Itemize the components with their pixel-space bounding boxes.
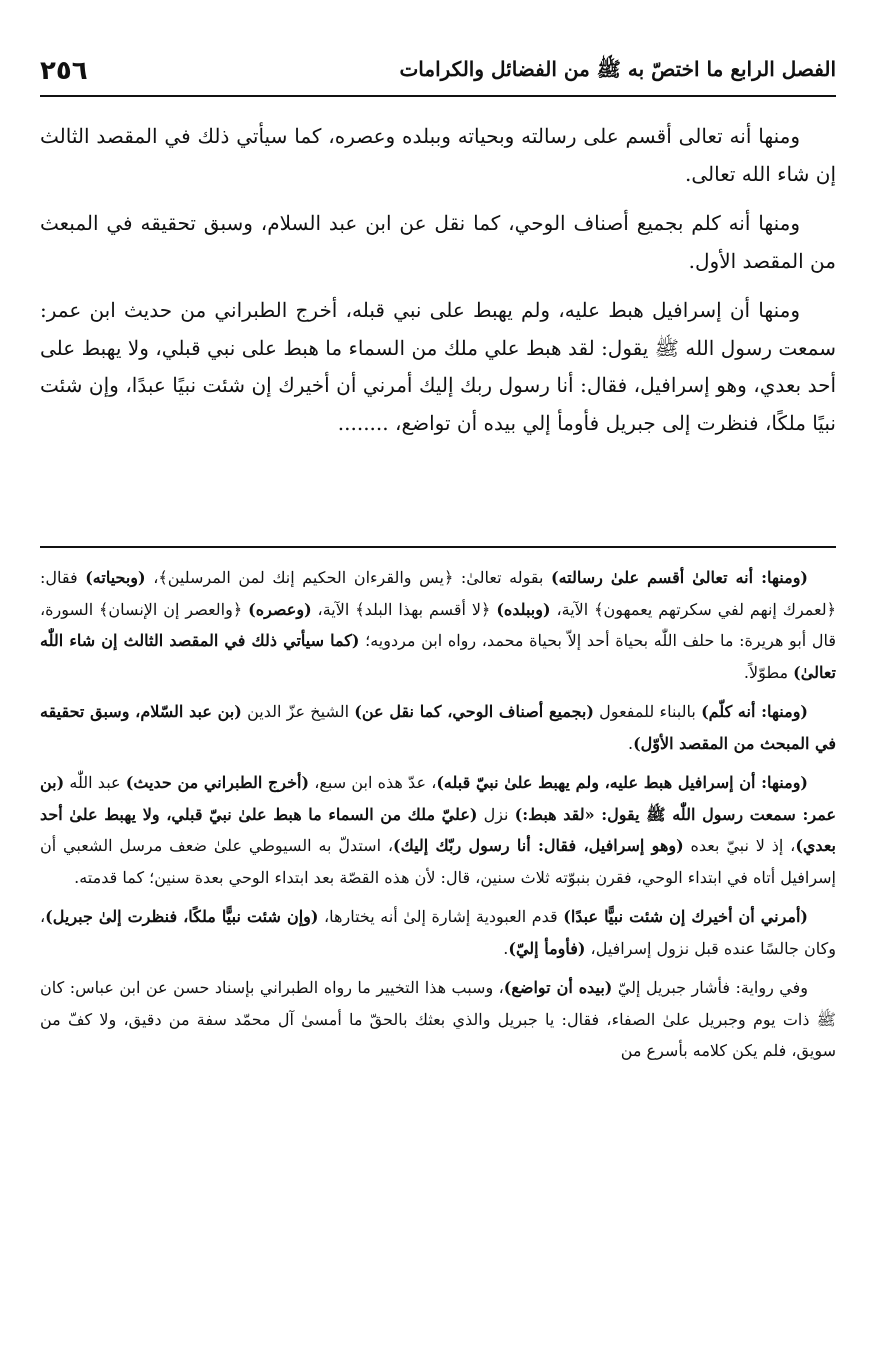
commentary-text: ﴿والعصر إن الإنسان﴾ السورة، قال أبو هريرة: ما حلف اللّٰه بحياة أحد إلاّ بحياة محمد، رواه ابن مردويه؛ [40, 599, 837, 650]
commentary-text: ، استدلّ به السيوطي علىٰ ضعف مرسل الشعبي أن إسرافيل أتاه في ابتداء الوحي، فقرن بنبوّته ثلاث سنين، قال: لأن هذه القصّة بعد ابتداء الوحي بعدة سنين؛ كما قدمته. [40, 836, 836, 887]
chapter-title: الفصل الرابع ما اختصّ به ﷺ من الفضائل والكرامات [399, 56, 836, 81]
quoted-text: (أمرني أن أخيرك إن شئت نبيًّا عبدًا) [563, 907, 809, 926]
quoted-text: (عليّ ملك من السماء ما هبط علىٰ نبيّ قبلي، ولا يهبط علىٰ أحد بعدي) [40, 804, 836, 855]
commentary-text: قدم العبودية إشارة إلىٰ أنه يختارها، [318, 907, 564, 926]
commentary-text: . [628, 733, 634, 753]
quoted-text: (كما سيأتي ذلك في المقصد الثالث إن شاء اللّٰه تعالىٰ) [40, 631, 836, 682]
commentary-text: عبد اللّٰه [64, 773, 126, 792]
quoted-text: (وعصره) [248, 599, 312, 619]
quoted-text: (وبحياته) [85, 568, 146, 587]
commentary-paragraph [40, 696, 836, 759]
commentary-text: بقوله تعالىٰ: ﴿يس والقرءان الحكيم إنك لمن المرسلين﴾، [145, 568, 551, 587]
footnote-separator [40, 546, 836, 548]
main-paragraph: ومنها أنه تعالى أقسم على رسالته وبحياته وببلده وعصره، كما سيأتي ذلك في المقصد الثالث إن شاء الله تعالى. [40, 124, 836, 186]
main-paragraph: ومنها أنه كلم بجميع أصناف الوحي، كما نقل عن ابن عبد السلام، وسبق تحقيقه في المبعث من المقصد الأول. [40, 211, 836, 273]
commentary-text: مطوّلاً. [743, 662, 794, 682]
commentary-text: ، إذ لا نبيّ بعده [683, 836, 796, 855]
commentary-paragraph [40, 562, 836, 688]
header-rule [40, 95, 836, 97]
quoted-text: (بيده أن تواضع) [503, 978, 613, 997]
commentary-text: ، وكان جالسًا عنده قبل نزول إسرافيل، [40, 907, 836, 958]
quoted-text: (وببلده) [496, 599, 551, 619]
commentary-text: وفي رواية: فأشار جبريل إليّ [612, 978, 808, 997]
commentary-paragraph [40, 972, 836, 1067]
quoted-text: (ومنها: أنه كلّم) [701, 702, 808, 721]
quoted-text: (فأومأ إليّ) [508, 938, 586, 958]
quoted-text: (وهو إسرافيل، فقال: أنا رسول ربّك إليك) [393, 836, 684, 855]
commentary-text: نزل [477, 804, 515, 824]
commentary-paragraph [40, 767, 836, 893]
commentary-text: . [503, 938, 509, 958]
quoted-text: (بجميع أصناف الوحي، كما نقل عن) [354, 702, 594, 721]
quoted-text: (ومنها: أنه تعالىٰ أقسم علىٰ رسالته) [551, 568, 808, 587]
quoted-text: (بن عبد السّلام، وسبق تحقيقه في المبحث من المقصد الأوّل) [40, 702, 836, 753]
main-paragraph: ومنها أن إسرافيل هبط عليه، ولم يهبط على نبي قبله، أخرج الطبراني من حديث ابن عمر: سمعت رسول الله ﷺ يقول: لقد هبط علي ملك من السماء ما هبط على نبي قبلي، ولا يهبط على أحد بعدي، وهو إسرافيل، فقال: أنا رسول ربك إليك أمرني أن أخيرك إن شئت نبيًا عبدًا، وإن شئت نبيًا ملكًا، فنظرت إلى جبريل فأومأ إلي بيده أن تواضع، ........ [40, 298, 836, 435]
main-text [40, 118, 836, 454]
commentary-text: بالبناء للمفعول [593, 702, 702, 721]
quoted-text: (أخرج الطبراني من حديث) [125, 773, 310, 792]
page-number: ٢٥٦ [40, 56, 88, 86]
commentary-text: فقال: ﴿لعمرك إنهم لفي سكرتهم يعمهون﴾ الآية، [40, 568, 837, 619]
commentary-text: ، وسبب هذا التخيير ما رواه الطبراني بإسناد حسن عن ابن عباس: كان ﷺ ذات يوم وجبريل علىٰ الصفاء، فقال: يا جبريل والذي بعثك بالحقّ ما أمسىٰ آل محمّد سفة من دقيق، ولا كفّ من سويق، فلم يكن كلامه بأسرع من [40, 978, 837, 1060]
commentary [40, 562, 836, 1075]
commentary-text: الشيخ عزّ الدين [241, 702, 355, 721]
commentary-paragraph [40, 901, 836, 964]
quoted-text: (ومنها: أن إسرافيل هبط عليه، ولم يهبط علىٰ نبيّ قبله) [436, 773, 808, 792]
quoted-text: (بن عمر: سمعت رسول اللّٰه ﷺ يقول: «لقد هبط:) [40, 773, 837, 824]
quoted-text: (وإن شئت نبيًّا ملكًا، فنظرت إلىٰ جبريل) [45, 907, 319, 926]
commentary-text: ﴿لا أقسم بهذا البلد﴾ الآية، [311, 599, 497, 619]
page-header [40, 50, 836, 92]
commentary-text: ، عدّ هذه ابن سبع، [309, 773, 437, 792]
